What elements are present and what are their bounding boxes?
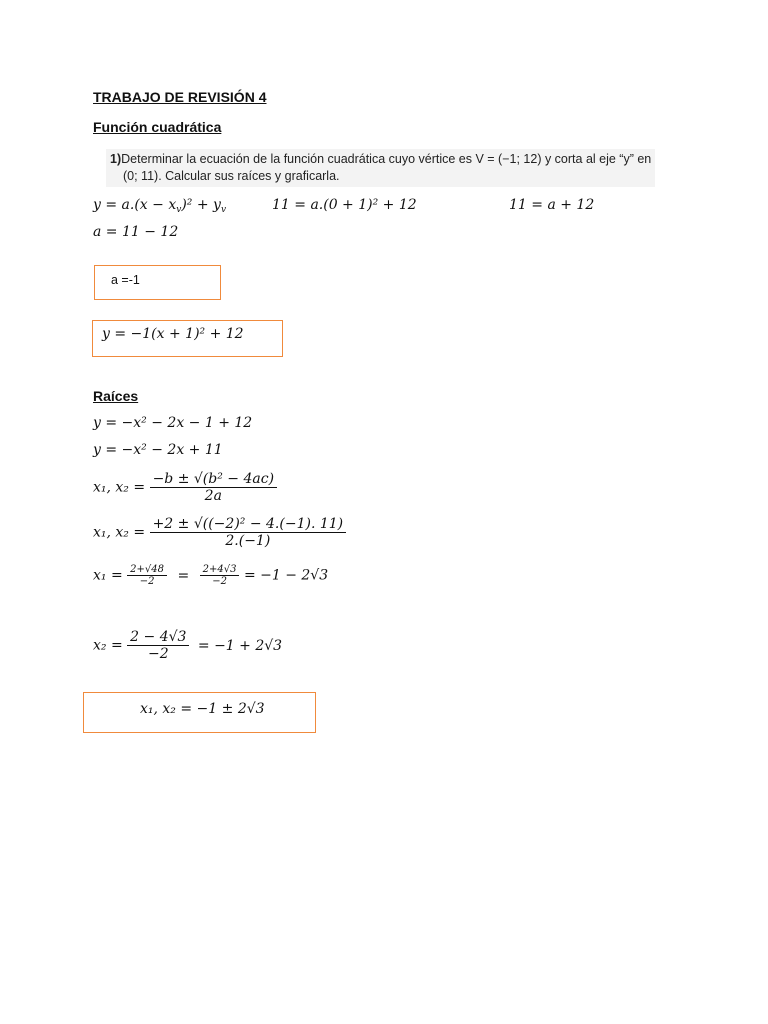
a-value-box xyxy=(94,265,221,300)
a-solve-equation: a = 11 − 12 xyxy=(93,224,179,240)
simplified-equation: 11 = a + 12 xyxy=(509,197,595,213)
a-value-text: a =-1 xyxy=(111,273,140,287)
problem-statement xyxy=(106,149,655,187)
final-answer-box xyxy=(83,692,316,733)
roots-heading: Raíces xyxy=(93,388,139,404)
general-equation: y = −x² − 2x + 11 xyxy=(93,442,223,458)
equation-box xyxy=(92,320,283,357)
problem-number: 1) xyxy=(110,152,122,166)
problem-text-2: (0; 11). Calcular sus raíces y graficarla. xyxy=(123,169,340,183)
final-answer-text: x₁, x₂ = −1 ± 2√3 xyxy=(140,701,265,717)
problem-text-1: Determinar la ecuación de la función cuadrática cuyo vértice es V = (−1; 12) y corta al eje “y” en xyxy=(121,152,652,166)
equation-box-text: y = −1(x + 1)² + 12 xyxy=(102,326,244,342)
quadratic-formula: x₁, x₂ = $\frac{\text{−b ± √(b² − 4ac)}}{2a}$ xyxy=(93,471,277,504)
document-title: TRABAJO DE REVISIÓN 4 xyxy=(93,89,267,105)
x1-computation: x₁ = $\frac{2+√48}{-2}$ = $\frac{2+4√3}{-2}$ = −1 − 2√3 xyxy=(93,564,329,587)
substitution-equation: 11 = a.(0 + 1)² + 12 xyxy=(272,197,417,213)
formula-substitution: x₁, x₂ = $\frac{\text{+2 ± √((−2)² − 4.(−1). 11)}}{2.(-1)}$ xyxy=(93,516,346,549)
vertex-form-equation: $y = a.(x - x_v)^2 + y_v$ xyxy=(93,197,227,215)
problem-line-1 xyxy=(110,151,651,168)
expanded-equation: y = −x² − 2x − 1 + 12 xyxy=(93,415,253,431)
document-subtitle: Función cuadrática xyxy=(93,119,222,135)
x2-computation: x₂ = $\frac{2 - 4√3}{-2}$ = −1 + 2√3 xyxy=(93,629,283,662)
